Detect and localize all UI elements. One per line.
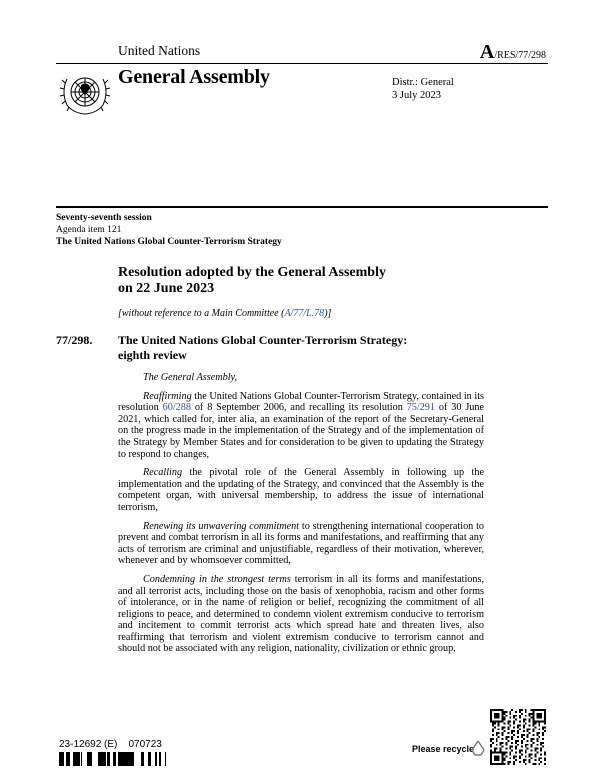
resolution-title-line2: eighth review — [118, 347, 187, 362]
session-name: Seventy-seventh session — [56, 213, 152, 223]
resolution-title-line1: The United Nations Global Counter-Terrorism Strategy: — [118, 333, 408, 347]
paragraph-recalling — [118, 467, 484, 513]
p4-text: terrorism in all its forms and manifestations, and all terrorist acts, including those on the basis of xenophobia, racism and other forms of intolerance, or in the name of religion or belief, recognizing the commitment of all religions to peace, and determined to condemn violent extremism conducive to terrorism and incitement to commit terrorist acts which spread hate and threaten lives, also reaffirming that terrorism and violent extremism conducive to terrorism cannot and should not be associated with any religion, nationality, civilization or ethnic group, — [118, 573, 484, 655]
qr-code-icon — [490, 709, 546, 765]
distribution-block — [392, 76, 454, 102]
header-rule — [56, 63, 548, 64]
paragraph-condemning — [118, 574, 484, 655]
resolution-link-60-288[interactable]: 60/288 — [162, 402, 191, 414]
p1-lead: Reaffirming — [143, 390, 192, 402]
p3-text: to strengthening international cooperation to prevent and combat terrorism in all its forms and manifestations, and reaffirming that any acts of terrorism are criminal and unjustifiable, regardless of their motivation, wherever, whenever and by whomsoever committed, — [118, 520, 484, 567]
ref-prefix: [without reference to a Main Committee ( — [118, 308, 285, 319]
issue-date: 3 July 2023 — [392, 90, 442, 101]
resolution-heading-line2: on 22 June 2023 — [118, 281, 215, 296]
resolution-link-75-291[interactable]: 75/291 — [406, 402, 435, 414]
resolution-number: 77/298. — [56, 333, 93, 347]
resolution-title — [118, 333, 478, 362]
session-block — [56, 212, 282, 248]
agenda-item-title: The United Nations Global Counter-Terrorism Strategy — [56, 237, 282, 247]
org-name: United Nations — [118, 43, 201, 58]
opening-clause — [118, 372, 484, 384]
p3-lead: Renewing its unwavering commitment — [143, 520, 300, 532]
recycle-label: Please recycle — [412, 744, 475, 754]
paragraph-reaffirming — [118, 391, 484, 461]
paragraph-renewing — [118, 521, 484, 567]
recycle-icon — [468, 738, 488, 758]
p1-text-a: the United Nations Global Counter-Terrorism Strategy, contained in its resolution — [118, 390, 484, 414]
p2-text: the pivotal role of the General Assembly in following up the implementation and the updating of the Strategy, and convinced that the Assembly is the competent organ, with universal membership, to address the issue of international terrorism, — [118, 467, 484, 513]
ref-document-link[interactable]: A/77/L.78 — [284, 308, 325, 319]
session-rule — [56, 206, 548, 208]
committee-reference — [118, 308, 331, 319]
distribution: Distr.: General — [392, 77, 454, 88]
ref-suffix: )] — [324, 308, 332, 319]
symbol-prefix: A — [479, 41, 495, 63]
p1-text-b: of 8 September 2006, and recalling its resolution — [190, 402, 407, 414]
symbol-rest: /RES/77/298 — [494, 50, 546, 61]
opening-text: The General Assembly, — [143, 372, 238, 383]
un-emblem-icon — [55, 67, 115, 117]
p1-text-c: of 30 June 2021, which called for, inter alia, an examination of the report of the Secretary-General on the progress made in the implementation of the Strategy and of the implementation of the Strategy by Member States and for consideration to be given to updating the Strategy to respond to changes, — [118, 402, 484, 460]
p2-lead: Recalling — [143, 467, 183, 479]
agenda-item: Agenda item 121 — [56, 225, 122, 235]
job-number: 23-12692 (E) 070723 — [59, 739, 162, 750]
document-symbol — [480, 41, 546, 64]
resolution-heading — [118, 265, 438, 297]
p4-lead: Condemning in the strongest terms — [143, 573, 291, 585]
resolution-heading-line1: Resolution adopted by the General Assembly — [118, 265, 386, 280]
barcode-icon — [59, 752, 174, 766]
organ-title: General Assembly — [118, 66, 270, 88]
resolution-body — [118, 372, 484, 662]
